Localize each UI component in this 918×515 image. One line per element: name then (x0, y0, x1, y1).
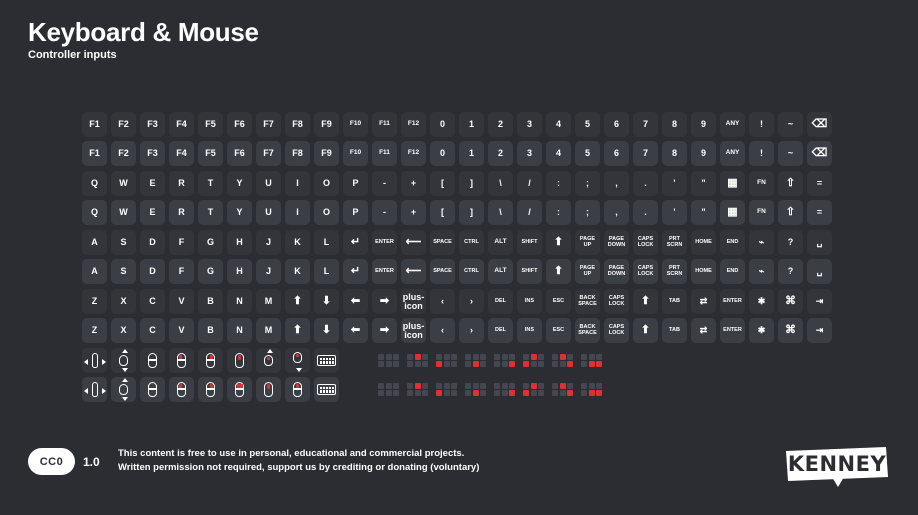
key-m-alt[interactable]: M (256, 318, 281, 343)
mouse-scroll-up-icon[interactable] (256, 348, 281, 373)
key-b-alt[interactable]: B (198, 318, 223, 343)
mouse-scroll-icon[interactable] (227, 348, 252, 373)
key-a-alt[interactable]: A (82, 259, 107, 284)
key-space[interactable]: SPACE (430, 230, 455, 255)
key-4[interactable]: 4 (546, 112, 571, 137)
key-y-alt[interactable]: Y (227, 200, 252, 225)
key-bracket-left-alt[interactable]: [ (430, 200, 455, 225)
key-apostrophe-alt[interactable]: ' (662, 200, 687, 225)
cluster-wasd-w[interactable] (405, 348, 430, 373)
key-q[interactable]: Q (82, 171, 107, 196)
key-fn-alt[interactable]: FN (749, 200, 774, 225)
key-tab-alt[interactable]: TAB (662, 318, 687, 343)
key-caps-lock-2-alt[interactable]: CAPS LOCK (604, 318, 629, 343)
key-f5-alt[interactable]: F5 (198, 141, 223, 166)
mouse-row-light (82, 377, 832, 402)
key-2-alt[interactable]: 2 (488, 141, 513, 166)
cluster-arrows-left[interactable] (434, 377, 459, 402)
key-3-alt[interactable]: 3 (517, 141, 542, 166)
key-equals[interactable]: = (807, 171, 832, 196)
key-9-alt[interactable]: 9 (691, 141, 716, 166)
license-version: 1.0 (83, 454, 100, 469)
key-enter[interactable]: ENTER (372, 230, 397, 255)
qwerty-row-dark (82, 171, 832, 196)
key-shift-up-icon-alt[interactable]: ⇧ (778, 200, 803, 225)
key-return-icon[interactable]: ↵ (343, 230, 368, 255)
mouse-move-vertical-icon-alt[interactable] (111, 377, 136, 402)
mouse-both-buttons-icon[interactable] (227, 377, 252, 402)
key-plus-2[interactable]: plus-icon (401, 289, 426, 314)
key-6[interactable]: 6 (604, 112, 629, 137)
key-caps-lock-2[interactable]: CAPS LOCK (604, 289, 629, 314)
key-5-alt[interactable]: 5 (575, 141, 600, 166)
key-shift-arrow-icon-alt[interactable]: ⬆ (546, 259, 571, 284)
qwerty-row-light (82, 200, 832, 225)
key-h-alt[interactable]: H (227, 259, 252, 284)
cluster-wasd-s[interactable] (463, 348, 488, 373)
key-b[interactable]: B (198, 289, 223, 314)
asdf-row-dark (82, 230, 832, 255)
key-shift-up-icon-2[interactable]: ⬆ (633, 289, 658, 314)
cluster-arrows-up[interactable] (405, 377, 430, 402)
mouse-move-horizontal-icon[interactable] (82, 348, 107, 373)
key-shift[interactable]: SHIFT (517, 230, 542, 255)
key-fn[interactable]: FN (749, 171, 774, 196)
mouse-scroll-up-icon-alt[interactable] (256, 377, 281, 402)
key-s[interactable]: S (111, 230, 136, 255)
key-esc-alt[interactable]: ESC (546, 318, 571, 343)
key-home[interactable]: HOME (691, 230, 716, 255)
key-c-alt[interactable]: C (140, 318, 165, 343)
key-question-alt[interactable]: ? (778, 259, 803, 284)
key-return-icon-alt[interactable]: ↵ (343, 259, 368, 284)
key-colon[interactable]: : (546, 171, 571, 196)
key-d-alt[interactable]: D (140, 259, 165, 284)
key-1[interactable]: 1 (459, 112, 484, 137)
key-grid-icon[interactable]: ▦ (720, 171, 745, 196)
mouse-row-dark (82, 348, 832, 373)
asdf-row-light (82, 259, 832, 284)
key-l[interactable]: L (314, 230, 339, 255)
key-shift-arrow-icon[interactable]: ⬆ (546, 230, 571, 255)
key-back-space-alt[interactable]: BACK SPACE (575, 318, 600, 343)
key-quote[interactable]: " (691, 171, 716, 196)
key-f5[interactable]: F5 (198, 112, 223, 137)
key-arrow-left-icon-alt[interactable]: ⟵ (401, 259, 426, 284)
license-text (118, 447, 479, 475)
cluster-wasd-wd[interactable] (550, 348, 575, 373)
mouse-left-button-icon-alt[interactable] (169, 377, 194, 402)
key-t[interactable]: T (198, 171, 223, 196)
key-n[interactable]: N (227, 289, 252, 314)
key-k[interactable]: K (285, 230, 310, 255)
key-space-bar-icon[interactable]: ␣ (807, 230, 832, 255)
key-5[interactable]: 5 (575, 112, 600, 137)
key-enter-alt[interactable]: ENTER (372, 259, 397, 284)
mouse-right-button-icon[interactable] (198, 348, 223, 373)
key-enter-2[interactable]: ENTER (720, 289, 745, 314)
key-tab-swap-icon-alt[interactable]: ⇄ (691, 318, 716, 343)
key-comma-alt[interactable]: , (604, 200, 629, 225)
key-ctrl[interactable]: CTRL (459, 230, 484, 255)
key-f3[interactable]: F3 (140, 112, 165, 137)
kenney-wordmark: KENNEY (787, 452, 887, 476)
key-angle-right-icon-alt[interactable]: › (459, 318, 484, 343)
key-ins[interactable]: INS (517, 289, 542, 314)
key-plus-alt[interactable]: + (401, 200, 426, 225)
key-bracket-left[interactable]: [ (430, 171, 455, 196)
key-esc[interactable]: ESC (546, 289, 571, 314)
key-e[interactable]: E (140, 171, 165, 196)
key-quote-alt[interactable]: " (691, 200, 716, 225)
key-enter-2-alt[interactable]: ENTER (720, 318, 745, 343)
key-4-alt[interactable]: 4 (546, 141, 571, 166)
key-z-alt[interactable]: Z (82, 318, 107, 343)
key-angle-right-icon[interactable]: › (459, 289, 484, 314)
key-grid-icon-alt[interactable]: ▦ (720, 200, 745, 225)
key-mouse-cursor-icon[interactable]: ⌁ (749, 230, 774, 255)
key-k-alt[interactable]: K (285, 259, 310, 284)
key-y[interactable]: Y (227, 171, 252, 196)
mouse-scroll-down-icon[interactable] (285, 348, 310, 373)
key-alt[interactable]: ALT (488, 230, 513, 255)
mouse-icon-alt[interactable] (140, 377, 165, 402)
key-angle-left-icon-alt[interactable]: ‹ (430, 318, 455, 343)
key-j-alt[interactable]: J (256, 259, 281, 284)
key-r-alt[interactable]: R (169, 200, 194, 225)
key-caps-lock[interactable]: CAPS LOCK (633, 230, 658, 255)
key-7[interactable]: 7 (633, 112, 658, 137)
key-f2[interactable]: F2 (111, 112, 136, 137)
key-arrow-left-icon[interactable]: ⟵ (401, 230, 426, 255)
key-backslash[interactable]: \ (488, 171, 513, 196)
license-line-1: This content is free to use in personal, educational and commercial projects. (118, 448, 465, 460)
key-f1[interactable]: F1 (82, 112, 107, 137)
key-caps-lock-alt[interactable]: CAPS LOCK (633, 259, 658, 284)
key-page-up-alt[interactable]: PAGE UP (575, 259, 600, 284)
key-backspace-icon-alt[interactable]: ⌫ (807, 141, 832, 166)
key-backspace-icon[interactable]: ⌫ (807, 112, 832, 137)
function-and-number-row-dark (82, 112, 832, 137)
key-tab[interactable]: TAB (662, 289, 687, 314)
key-f10[interactable]: F10 (343, 112, 368, 137)
key-asterisk-icon[interactable]: ✱ (749, 289, 774, 314)
key-space-alt[interactable]: SPACE (430, 259, 455, 284)
key-t-alt[interactable]: T (198, 200, 223, 225)
key-f4[interactable]: F4 (169, 112, 194, 137)
mouse-scroll-down-icon-alt[interactable] (285, 377, 310, 402)
key-tab-right-icon-alt[interactable]: ⇥ (807, 318, 832, 343)
license-line-2: Written permission not required, support us by crediting or donating (voluntary) (118, 462, 480, 474)
cc0-pill: CC0 (28, 448, 75, 475)
key-page-up[interactable]: PAGE UP (575, 230, 600, 255)
key-arrow-down-icon-alt[interactable]: ⬇ (314, 318, 339, 343)
key-ctrl-alt[interactable]: CTRL (459, 259, 484, 284)
key-arrow-up-icon[interactable]: ⬆ (285, 289, 310, 314)
key-arrow-down-icon[interactable]: ⬇ (314, 289, 339, 314)
key-f6-alt[interactable]: F6 (227, 141, 252, 166)
key-arrow-left-icon-2[interactable]: ⬅ (343, 289, 368, 314)
key-x[interactable]: X (111, 289, 136, 314)
key-w-alt[interactable]: W (111, 200, 136, 225)
key-f10-alt[interactable]: F10 (343, 141, 368, 166)
key-period[interactable]: . (633, 171, 658, 196)
key-2[interactable]: 2 (488, 112, 513, 137)
key-arrow-right-icon[interactable]: ➡ (372, 289, 397, 314)
key-del-alt[interactable]: DEL (488, 318, 513, 343)
cluster-arrows-down-right[interactable] (579, 377, 604, 402)
key-f-alt[interactable]: F (169, 259, 194, 284)
key-f8-alt[interactable]: F8 (285, 141, 310, 166)
key-mouse-cursor-icon-alt[interactable]: ⌁ (749, 259, 774, 284)
key-z[interactable]: Z (82, 289, 107, 314)
key-end[interactable]: END (720, 230, 745, 255)
key-print-screen[interactable]: PRT SCRN (662, 230, 687, 255)
key-m[interactable]: M (256, 289, 281, 314)
key-f4-alt[interactable]: F4 (169, 141, 194, 166)
key-s-alt[interactable]: S (111, 259, 136, 284)
key-backslash-alt[interactable]: \ (488, 200, 513, 225)
key-j[interactable]: J (256, 230, 281, 255)
key-n-alt[interactable]: N (227, 318, 252, 343)
key-f12-alt[interactable]: F12 (401, 141, 426, 166)
key-f9-alt[interactable]: F9 (314, 141, 339, 166)
key-asterisk-icon-alt[interactable]: ✱ (749, 318, 774, 343)
key-apostrophe[interactable]: ' (662, 171, 687, 196)
key-page-down[interactable]: PAGE DOWN (604, 230, 629, 255)
key-space-bar-icon-alt[interactable]: ␣ (807, 259, 832, 284)
key-minus-alt[interactable]: - (372, 200, 397, 225)
mouse-left-button-icon[interactable] (169, 348, 194, 373)
key-o-alt[interactable]: O (314, 200, 339, 225)
key-f1-alt[interactable]: F1 (82, 141, 107, 166)
key-f8[interactable]: F8 (285, 112, 310, 137)
cluster-wasd-a[interactable] (434, 348, 459, 373)
key-command-icon-alt[interactable]: ⌘ (778, 318, 803, 343)
key-i-alt[interactable]: I (285, 200, 310, 225)
zxcv-row-light (82, 318, 832, 343)
cluster-arrows-down[interactable] (463, 377, 488, 402)
keyboard-icon[interactable] (314, 348, 339, 373)
key-8-alt[interactable]: 8 (662, 141, 687, 166)
cluster-wasd-wa[interactable] (521, 348, 546, 373)
key-arrow-right-icon-alt[interactable]: ➡ (372, 318, 397, 343)
zxcv-row-dark (82, 289, 832, 314)
key-g-alt[interactable]: G (198, 259, 223, 284)
header (28, 18, 259, 61)
cluster-arrows-up-right[interactable] (550, 377, 575, 402)
key-f[interactable]: F (169, 230, 194, 255)
key-o[interactable]: O (314, 171, 339, 196)
mouse-right-button-icon-alt[interactable] (198, 377, 223, 402)
key-3[interactable]: 3 (517, 112, 542, 137)
mouse-icon[interactable] (140, 348, 165, 373)
key-comma[interactable]: , (604, 171, 629, 196)
page-subtitle: Controller inputs (28, 48, 117, 61)
key-alt-alt[interactable]: ALT (488, 259, 513, 284)
key-exclamation[interactable]: ! (749, 112, 774, 137)
kenney-logo (782, 441, 892, 487)
key-f11[interactable]: F11 (372, 112, 397, 137)
key-semicolon[interactable]: ; (575, 171, 600, 196)
key-u-alt[interactable]: U (256, 200, 281, 225)
key-7-alt[interactable]: 7 (633, 141, 658, 166)
key-f2-alt[interactable]: F2 (111, 141, 136, 166)
key-shift-up-icon-2-alt[interactable]: ⬆ (633, 318, 658, 343)
key-ins-alt[interactable]: INS (517, 318, 542, 343)
key-arrow-up-icon-alt[interactable]: ⬆ (285, 318, 310, 343)
cluster-wasd-d[interactable] (492, 348, 517, 373)
key-page-down-alt[interactable]: PAGE DOWN (604, 259, 629, 284)
key-6-alt[interactable]: 6 (604, 141, 629, 166)
key-plus-2-alt[interactable]: plus-icon (401, 318, 426, 343)
key-any-alt[interactable]: ANY (720, 141, 745, 166)
key-u[interactable]: U (256, 171, 281, 196)
key-slash[interactable]: / (517, 171, 542, 196)
key-f11-alt[interactable]: F11 (372, 141, 397, 166)
cluster-arrows-up-left[interactable] (521, 377, 546, 402)
key-v[interactable]: V (169, 289, 194, 314)
key-g[interactable]: G (198, 230, 223, 255)
key-x-alt[interactable]: X (111, 318, 136, 343)
key-tilde[interactable]: ~ (778, 112, 803, 137)
key-a[interactable]: A (82, 230, 107, 255)
key-w[interactable]: W (111, 171, 136, 196)
key-f7-alt[interactable]: F7 (256, 141, 281, 166)
key-8[interactable]: 8 (662, 112, 687, 137)
key-semicolon-alt[interactable]: ; (575, 200, 600, 225)
key-p[interactable]: P (343, 171, 368, 196)
key-colon-alt[interactable]: : (546, 200, 571, 225)
page-title: Keyboard & Mouse (28, 17, 259, 47)
key-print-screen-alt[interactable]: PRT SCRN (662, 259, 687, 284)
mouse-move-vertical-icon[interactable] (111, 348, 136, 373)
key-exclamation-alt[interactable]: ! (749, 141, 774, 166)
key-tab-right-icon[interactable]: ⇥ (807, 289, 832, 314)
key-f12[interactable]: F12 (401, 112, 426, 137)
key-f3-alt[interactable]: F3 (140, 141, 165, 166)
key-plus[interactable]: + (401, 171, 426, 196)
mouse-move-horizontal-icon-alt[interactable] (82, 377, 107, 402)
key-p-alt[interactable]: P (343, 200, 368, 225)
key-sheet (82, 112, 832, 406)
license-badge (28, 448, 100, 475)
function-and-number-row-light (82, 141, 832, 166)
key-del[interactable]: DEL (488, 289, 513, 314)
key-arrow-left-icon-2-alt[interactable]: ⬅ (343, 318, 368, 343)
key-command-icon[interactable]: ⌘ (778, 289, 803, 314)
key-e-alt[interactable]: E (140, 200, 165, 225)
key-any[interactable]: ANY (720, 112, 745, 137)
key-1-alt[interactable]: 1 (459, 141, 484, 166)
key-i[interactable]: I (285, 171, 310, 196)
key-tilde-alt[interactable]: ~ (778, 141, 803, 166)
key-equals-alt[interactable]: = (807, 200, 832, 225)
key-0-alt[interactable]: 0 (430, 141, 455, 166)
key-home-alt[interactable]: HOME (691, 259, 716, 284)
key-f9[interactable]: F9 (314, 112, 339, 137)
key-v-alt[interactable]: V (169, 318, 194, 343)
key-shift-alt[interactable]: SHIFT (517, 259, 542, 284)
key-tab-swap-icon[interactable]: ⇄ (691, 289, 716, 314)
key-question[interactable]: ? (778, 230, 803, 255)
key-back-space[interactable]: BACK SPACE (575, 289, 600, 314)
keyboard-icon-alt[interactable] (314, 377, 339, 402)
key-0[interactable]: 0 (430, 112, 455, 137)
key-f6[interactable]: F6 (227, 112, 252, 137)
cluster-none[interactable] (376, 348, 401, 373)
key-c[interactable]: C (140, 289, 165, 314)
key-period-alt[interactable]: . (633, 200, 658, 225)
cluster-arrows-right[interactable] (492, 377, 517, 402)
key-bracket-right[interactable]: ] (459, 171, 484, 196)
cluster-wasd-sd[interactable] (579, 348, 604, 373)
key-9[interactable]: 9 (691, 112, 716, 137)
key-d[interactable]: D (140, 230, 165, 255)
key-h[interactable]: H (227, 230, 252, 255)
cluster-arrows-none[interactable] (376, 377, 401, 402)
key-end-alt[interactable]: END (720, 259, 745, 284)
key-r[interactable]: R (169, 171, 194, 196)
key-l-alt[interactable]: L (314, 259, 339, 284)
key-shift-up-icon[interactable]: ⇧ (778, 171, 803, 196)
key-angle-left-icon[interactable]: ‹ (430, 289, 455, 314)
key-slash-alt[interactable]: / (517, 200, 542, 225)
key-bracket-right-alt[interactable]: ] (459, 200, 484, 225)
key-f7[interactable]: F7 (256, 112, 281, 137)
key-q-alt[interactable]: Q (82, 200, 107, 225)
key-minus[interactable]: - (372, 171, 397, 196)
